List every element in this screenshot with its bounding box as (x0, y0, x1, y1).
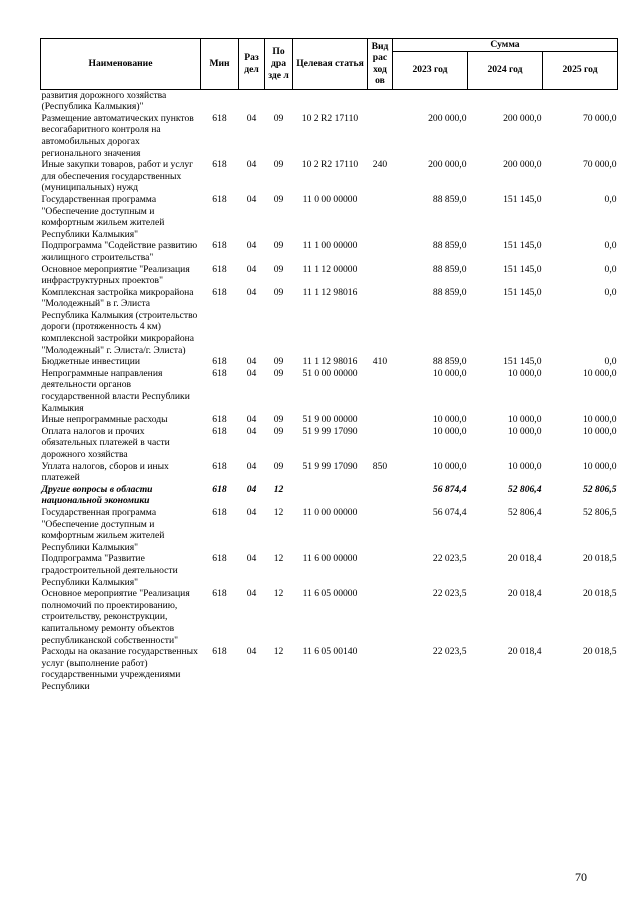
cell-podrazdel: 09 (273, 425, 284, 437)
cell-podrazdel: 09 (273, 193, 284, 205)
cell-razdel: 04 (246, 460, 257, 472)
cell-sum-2025: 70 000,0 (582, 159, 617, 171)
cell-expense-type (368, 507, 393, 553)
cell-target-article: 51 9 00 00000 (302, 414, 358, 426)
cell-expense-type (368, 484, 393, 507)
cell-min: 618 (212, 159, 227, 171)
cell-target-article: 11 1 12 00000 (302, 263, 358, 275)
cell-expense-type (368, 414, 393, 426)
cell-podrazdel: 12 (273, 553, 284, 565)
cell-target-article (293, 484, 368, 507)
table-row (41, 553, 618, 588)
cell-name: Подпрограмма "Содействие развитию жилищного строительства" (41, 240, 198, 263)
cell-expense-type (368, 287, 393, 357)
cell-target-article: 51 9 99 17090 (302, 460, 358, 472)
cell-sum-2023: 56 874,4 (432, 483, 467, 495)
cell-sum-2024: 200 000,0 (503, 112, 542, 124)
header-razdel: Раз дел (239, 39, 265, 90)
cell-sum-2025 (543, 89, 618, 113)
cell-target-article: 11 6 05 00140 (302, 646, 358, 658)
cell-name: Иные закупки товаров, работ и услуг для обеспечения государственных (муниципальных) нужд (41, 159, 194, 194)
cell-sum-2025: 10 000,0 (582, 425, 617, 437)
cell-razdel: 04 (246, 588, 257, 600)
cell-sum-2023: 88 859,0 (432, 240, 467, 252)
cell-podrazdel: 09 (273, 414, 284, 426)
cell-podrazdel: 09 (273, 460, 284, 472)
table-row (41, 368, 618, 414)
cell-podrazdel: 12 (273, 506, 284, 518)
header-expense-type: Вид рас ход ов (368, 39, 393, 90)
table-row (41, 507, 618, 553)
cell-target-article: 11 1 00 00000 (302, 240, 358, 252)
cell-sum-2023: 200 000,0 (428, 159, 467, 171)
cell-razdel: 04 (246, 506, 257, 518)
page-number: 70 (575, 870, 587, 884)
cell-sum-2024: 10 000,0 (507, 414, 542, 426)
cell-sum-2025: 10 000,0 (582, 367, 617, 379)
cell-target-article: 11 0 00 00000 (302, 193, 358, 205)
budget-table (40, 38, 618, 692)
cell-razdel: 04 (246, 367, 257, 379)
cell-sum-2025: 20 018,5 (582, 553, 617, 565)
cell-razdel: 04 (246, 646, 257, 658)
cell-podrazdel (265, 89, 293, 113)
cell-min: 618 (212, 414, 227, 426)
cell-name: Государственная программа "Обеспечение доступным и комфортным жильем жителей Республики Калмыкия" (41, 193, 165, 240)
cell-min: 618 (212, 460, 227, 472)
cell-razdel: 04 (246, 553, 257, 565)
cell-target-article: 11 6 00 00000 (302, 553, 358, 565)
cell-sum-2023: 10 000,0 (432, 425, 467, 437)
table-row (41, 414, 618, 426)
cell-sum-2025: 52 806,5 (582, 483, 617, 495)
cell-razdel (239, 89, 265, 113)
cell-razdel: 04 (246, 159, 257, 171)
cell-sum-2023: 10 000,0 (432, 460, 467, 472)
header-name: Наименование (41, 39, 201, 90)
cell-sum-2025: 0,0 (604, 193, 617, 205)
cell-target-article: 51 9 99 17090 (302, 425, 358, 437)
cell-min: 618 (212, 263, 227, 275)
cell-sum-2024: 151 145,0 (503, 193, 542, 205)
cell-expense-type (368, 113, 393, 159)
cell-name: Размещение автоматических пунктов весогабаритного контроля на автомобильных дорогах регионального значения (41, 112, 194, 159)
cell-sum-2023: 56 074,4 (432, 506, 467, 518)
cell-min: 618 (212, 193, 227, 205)
cell-min: 618 (212, 356, 227, 368)
cell-expense-type (368, 194, 393, 240)
table-row (41, 484, 618, 507)
table-row (41, 287, 618, 357)
cell-expense-type: 240 (372, 159, 388, 171)
header-target-article: Целевая статья (293, 39, 368, 90)
cell-sum-2024: 151 145,0 (503, 286, 542, 298)
cell-min (201, 89, 239, 113)
cell-podrazdel: 09 (273, 356, 284, 368)
table-row (41, 461, 618, 484)
cell-min: 618 (212, 425, 227, 437)
header-year-2024: 2024 год (468, 51, 543, 89)
cell-sum-2024: 10 000,0 (507, 425, 542, 437)
cell-sum-2023: 22 023,5 (432, 553, 467, 565)
cell-razdel: 04 (246, 356, 257, 368)
cell-sum-2024: 52 806,4 (507, 483, 542, 495)
cell-target-article: 11 0 00 00000 (302, 506, 358, 518)
cell-podrazdel: 12 (273, 646, 284, 658)
cell-min: 618 (212, 483, 227, 495)
header-year-2025: 2025 год (543, 51, 618, 89)
table-row (41, 159, 618, 194)
cell-sum-2023: 88 859,0 (432, 193, 467, 205)
cell-sum-2024: 20 018,4 (507, 646, 542, 658)
cell-expense-type (368, 264, 393, 287)
cell-sum-2023 (393, 89, 468, 113)
table-row (41, 588, 618, 646)
cell-min: 618 (212, 506, 227, 518)
header-year-2023: 2023 год (393, 51, 468, 89)
cell-target-article: 51 0 00 00000 (302, 367, 358, 379)
cell-sum-2024: 20 018,4 (507, 553, 542, 565)
cell-expense-type: 410 (372, 356, 388, 368)
cell-name: Расходы на оказание государственных услуг (выполнение работ) государственными учреждениями Республики (41, 646, 198, 692)
cell-razdel: 04 (246, 483, 257, 495)
table-row (41, 194, 618, 240)
cell-target-article: 11 1 12 98016 (302, 286, 358, 298)
cell-razdel: 04 (246, 240, 257, 252)
cell-name: Непрограммные направления деятельности органов государственной власти Республики Калмыкия (41, 367, 190, 414)
cell-podrazdel: 09 (273, 286, 284, 298)
cell-target-article: 10 2 R2 17110 (301, 159, 359, 171)
cell-expense-type (368, 646, 393, 692)
table-row (41, 356, 618, 368)
cell-sum-2025: 10 000,0 (582, 414, 617, 426)
table-row (41, 264, 618, 287)
cell-name: Подпрограмма "Развитие градостроительной деятельности Республики Калмыкия" (41, 553, 178, 588)
cell-sum-2024 (468, 89, 543, 113)
cell-name: развития дорожного хозяйства (Республика Калмыкия)" (41, 89, 167, 113)
table-row (41, 113, 618, 159)
cell-razdel: 04 (246, 112, 257, 124)
cell-razdel: 04 (246, 286, 257, 298)
table-header (41, 39, 618, 90)
cell-expense-type (368, 89, 393, 113)
cell-razdel: 04 (246, 263, 257, 275)
cell-name: Уплата налогов, сборов и иных платежей (41, 460, 169, 484)
cell-razdel: 04 (246, 193, 257, 205)
table-body (41, 89, 618, 692)
cell-sum-2025: 0,0 (604, 263, 617, 275)
cell-podrazdel: 09 (273, 240, 284, 252)
cell-min: 618 (212, 367, 227, 379)
cell-sum-2023: 88 859,0 (432, 286, 467, 298)
cell-expense-type (368, 240, 393, 263)
cell-min: 618 (212, 646, 227, 658)
cell-name: Бюджетные инвестиции (41, 356, 140, 368)
cell-min: 618 (212, 112, 227, 124)
cell-sum-2025: 0,0 (604, 286, 617, 298)
cell-expense-type (368, 588, 393, 646)
cell-podrazdel: 09 (273, 112, 284, 124)
cell-sum-2025: 0,0 (604, 240, 617, 252)
header-min: Мин (201, 39, 239, 90)
cell-sum-2025: 20 018,5 (582, 588, 617, 600)
cell-sum-2024: 200 000,0 (503, 159, 542, 171)
cell-target-article: 11 1 12 98016 (302, 356, 358, 368)
table-row (41, 646, 618, 692)
table-row (41, 240, 618, 263)
cell-sum-2024: 20 018,4 (507, 588, 542, 600)
cell-min: 618 (212, 588, 227, 600)
cell-podrazdel: 09 (273, 367, 284, 379)
cell-sum-2025: 0,0 (604, 356, 617, 368)
cell-sum-2023: 88 859,0 (432, 356, 467, 368)
cell-sum-2023: 10 000,0 (432, 414, 467, 426)
cell-expense-type (368, 426, 393, 461)
header-sum: Сумма (393, 39, 618, 52)
cell-sum-2023: 22 023,5 (432, 646, 467, 658)
cell-podrazdel: 12 (273, 483, 284, 495)
cell-min: 618 (212, 553, 227, 565)
cell-name: Комплексная застройка микрорайона "Молодежный" в г. Элиста Республика Калмыкия (строительство дороги (протяженность 4 км) комплексной застройки микрорайона "Молодежный" г. Элиста/г. Элиста) (41, 286, 198, 356)
cell-sum-2025: 70 000,0 (582, 112, 617, 124)
cell-name: Оплата налогов и прочих обязательных платежей в части дорожного хозяйства (41, 425, 170, 460)
header-podrazdel: По дра зде л (265, 39, 293, 90)
cell-sum-2024: 10 000,0 (507, 367, 542, 379)
cell-name: Основное мероприятие "Реализация инфраструктурных проектов" (41, 263, 190, 287)
cell-target-article: 10 2 R2 17110 (301, 112, 359, 124)
cell-name: Иные непрограммные расходы (41, 414, 168, 426)
cell-sum-2023: 88 859,0 (432, 263, 467, 275)
cell-sum-2023: 200 000,0 (428, 112, 467, 124)
cell-target-article (293, 89, 368, 113)
cell-sum-2023: 10 000,0 (432, 367, 467, 379)
cell-min: 618 (212, 286, 227, 298)
cell-expense-type (368, 368, 393, 414)
cell-name: Другие вопросы в области национальной экономики (41, 483, 153, 507)
cell-target-article: 11 6 05 00000 (302, 588, 358, 600)
cell-name: Государственная программа "Обеспечение доступным и комфортным жильем жителей Республики Калмыкия" (41, 506, 165, 553)
cell-sum-2024: 151 145,0 (503, 356, 542, 368)
cell-podrazdel: 09 (273, 159, 284, 171)
cell-sum-2024: 52 806,4 (507, 506, 542, 518)
cell-expense-type (368, 553, 393, 588)
cell-sum-2023: 22 023,5 (432, 588, 467, 600)
cell-name: Основное мероприятие "Реализация полномочий по проектированию, строительству, реконструкции, капитальному ремонту объектов республиканской собственности" (41, 588, 190, 646)
cell-sum-2025: 20 018,5 (582, 646, 617, 658)
cell-razdel: 04 (246, 425, 257, 437)
cell-sum-2024: 151 145,0 (503, 263, 542, 275)
table-row (41, 89, 618, 113)
cell-min: 618 (212, 240, 227, 252)
cell-podrazdel: 09 (273, 263, 284, 275)
cell-expense-type: 850 (372, 460, 388, 472)
cell-razdel: 04 (246, 414, 257, 426)
cell-sum-2025: 10 000,0 (582, 460, 617, 472)
cell-podrazdel: 12 (273, 588, 284, 600)
table-row (41, 426, 618, 461)
cell-sum-2025: 52 806,5 (582, 506, 617, 518)
cell-sum-2024: 151 145,0 (503, 240, 542, 252)
cell-sum-2024: 10 000,0 (507, 460, 542, 472)
